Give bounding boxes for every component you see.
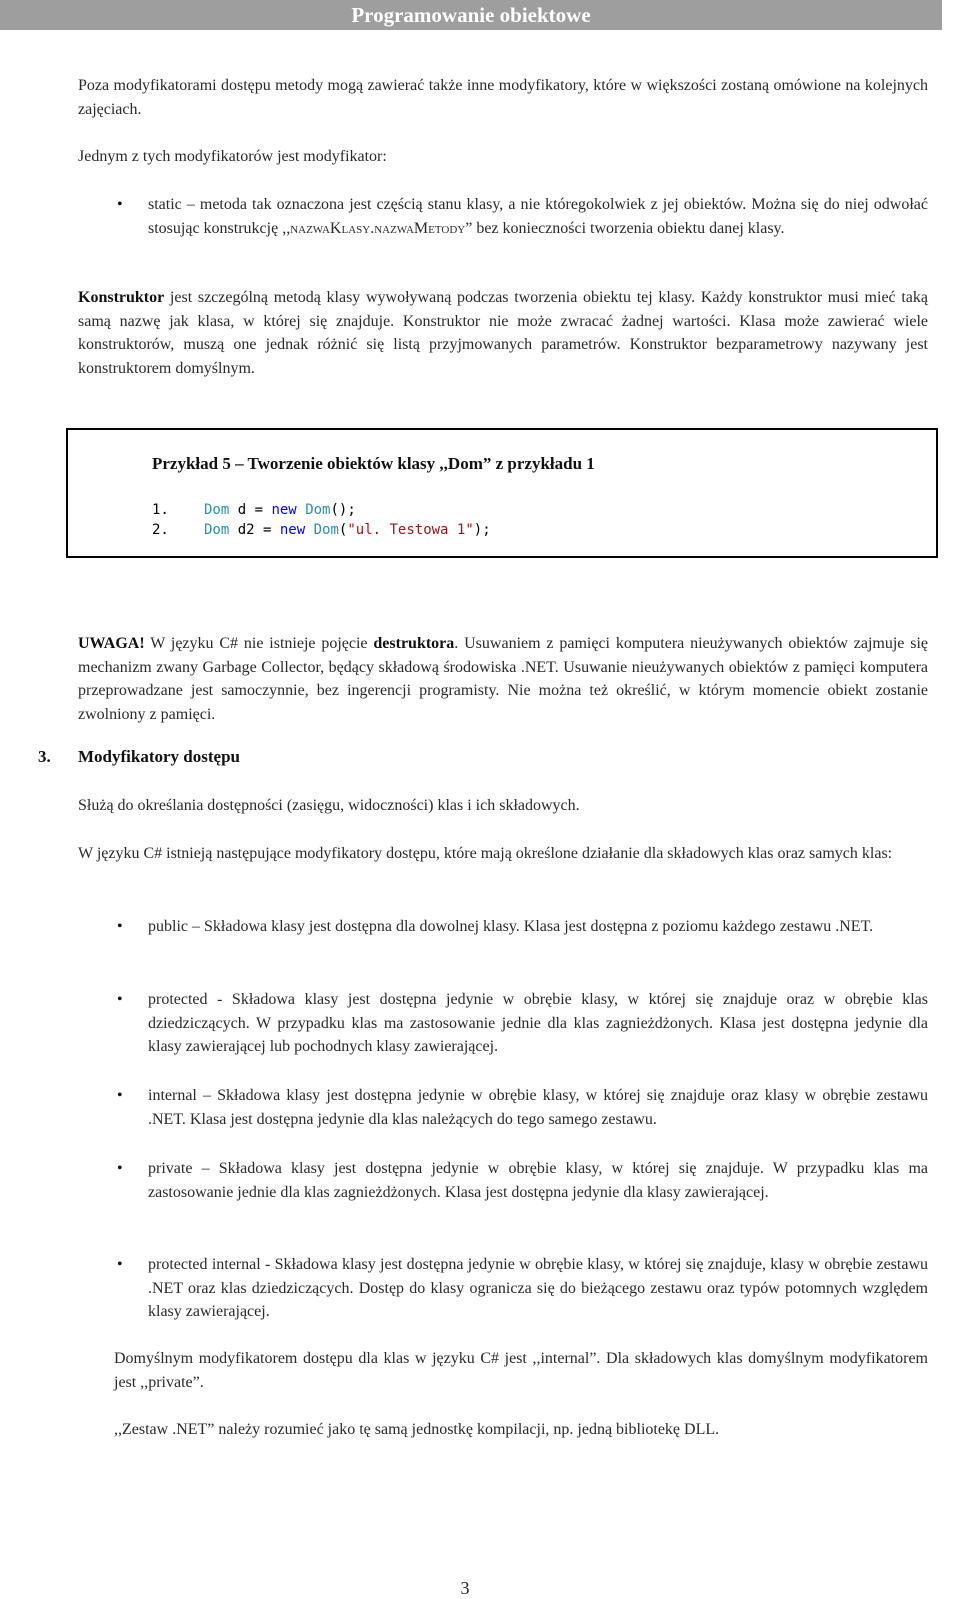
konstruktor-paragraph: Konstruktor jest szczególną metodą klasy wywoływaną podczas tworzenia obiektu tej klasy. Każdy konstruktor musi mieć taką samą nazwę jak klasa, w której się znajduje. Konstruktor nie może zwracać żadnej wartości. Klasa może zawierać wiele konstruktorów, muszą one jednak różnić się listą przyjmowanych parametrów. Konstruktor bezparametrowy nazywany jest konstruktorem domyślnym.	[78, 289, 928, 377]
section-number: 3.	[38, 747, 51, 766]
page-header	[0, 0, 942, 30]
list-item-internal: • internal – Składowa klasy jest dostępna jedynie w obrębie klasy, w której się znajduje oraz klasy w obrębie zestawu .NET. Klasa jest dostępna jedynie dla klas należących do tego samego zestawu.	[148, 1084, 928, 1131]
list-item-protected: • protected - Składowa klasy jest dostępna jedynie w obrębie klasy, w której się znajduje oraz w obrębie klas dziedziczących. W przypadku klas ma zastosowanie jednie dla klas zagnieżdżonych. Klasa jest dostępna jedynie dla klasy zawierającej lub pochodnych klasy zawierającej.	[148, 988, 928, 1059]
intro-paragraph-1: Poza modyfikatorami dostępu metody mogą zawierać także inne modyfikatory, które w większości zostaną omówione na kolejnych zajęciach.	[78, 77, 928, 118]
bullet-icon: •	[117, 1160, 123, 1177]
zestaw-paragraph: ,,Zestaw .NET” należy rozumieć jako tę samą jednostkę kompilacji, np. jedną bibliotekę DLL.	[114, 1421, 720, 1438]
bullet-icon: •	[117, 1087, 123, 1104]
intro-paragraph-2: Jednym z tych modyfikatorów jest modyfikator:	[78, 148, 387, 165]
bullet-icon: •	[117, 918, 123, 935]
list-item-private: • private – Składowa klasy jest dostępna jedynie w obrębie klasy, w której się znajduje. W przypadku klas ma zastosowanie jednie dla klas zagnieżdżonych. Klasa jest dostępna jedynie dla klasy zawierającej.	[148, 1157, 928, 1204]
section-paragraph-2: W języku C# istnieją następujące modyfikatory dostępu, które mają określone działanie dla składowych klas oraz samych klas:	[78, 845, 893, 862]
page-number: 3	[460, 1578, 470, 1598]
example-title: Przykład 5 – Tworzenie obiektów klasy ,,Dom” z przykładu 1	[152, 454, 595, 473]
code-line-2: 2. Dom d2 = new Dom("ul. Testowa 1");	[152, 522, 491, 538]
konstruktor-term: Konstruktor	[78, 289, 165, 306]
uwaga-label: UWAGA!	[78, 635, 145, 652]
uwaga-paragraph: UWAGA! W języku C# nie istnieje pojęcie destruktora. Usuwaniem z pamięci komputera nieużywanych obiektów zajmuje się mechanizm zwany Garbage Collector, będący składową środowiska .NET. Usuwanie nieużywanych obiektów z pamięci komputera przeprowadzane jest samoczynnie, bez ingerencji programisty. Nie można też określić, w którym momencie obiekt zostanie zwolniony z pamięci.	[78, 635, 929, 723]
bullet-icon: •	[117, 196, 123, 213]
bullet-icon: •	[117, 991, 123, 1008]
header-title: Programowanie obiektowe	[351, 3, 591, 27]
destruktor-term: destruktora	[373, 635, 455, 652]
default-modifier-paragraph: Domyślnym modyfikatorem dostępu dla klas w języku C# jest ,,internal”. Dla składowych klas domyślnym modyfikatorem jest ,,private”.	[114, 1350, 928, 1391]
example-box	[66, 428, 938, 558]
list-item-protected-internal: • protected internal - Składowa klasy jest dostępna jedynie w obrębie klasy, w której się znajduje, klasy w obrębie zestawu .NET oraz klas dziedziczących. Dostęp do klasy ogranicza się do bieżącego zestawu oraz typów potomnych względem klasy zawierającej.	[148, 1253, 928, 1324]
section-paragraph-1: Służą do określania dostępności (zasięgu, widoczności) klas i ich składowych.	[78, 797, 580, 814]
list-item-static: • static – metoda tak oznaczona jest częścią stanu klasy, a nie któregokolwiek z jej obiektów. Można się do niej odwołać stosując konstrukcję ,,nazwaKlasy.nazwaMetody” bez konieczności tworzenia obiektu danej klasy.	[148, 193, 928, 240]
code-line-1: 1. Dom d = new Dom();	[152, 502, 356, 518]
list-item-public: • public – Składowa klasy jest dostępna dla dowolnej klasy. Klasa jest dostępna z poziomu każdego zestawu .NET.	[148, 915, 928, 939]
section-title: Modyfikatory dostępu	[78, 747, 240, 766]
bullet-icon: •	[117, 1256, 123, 1273]
